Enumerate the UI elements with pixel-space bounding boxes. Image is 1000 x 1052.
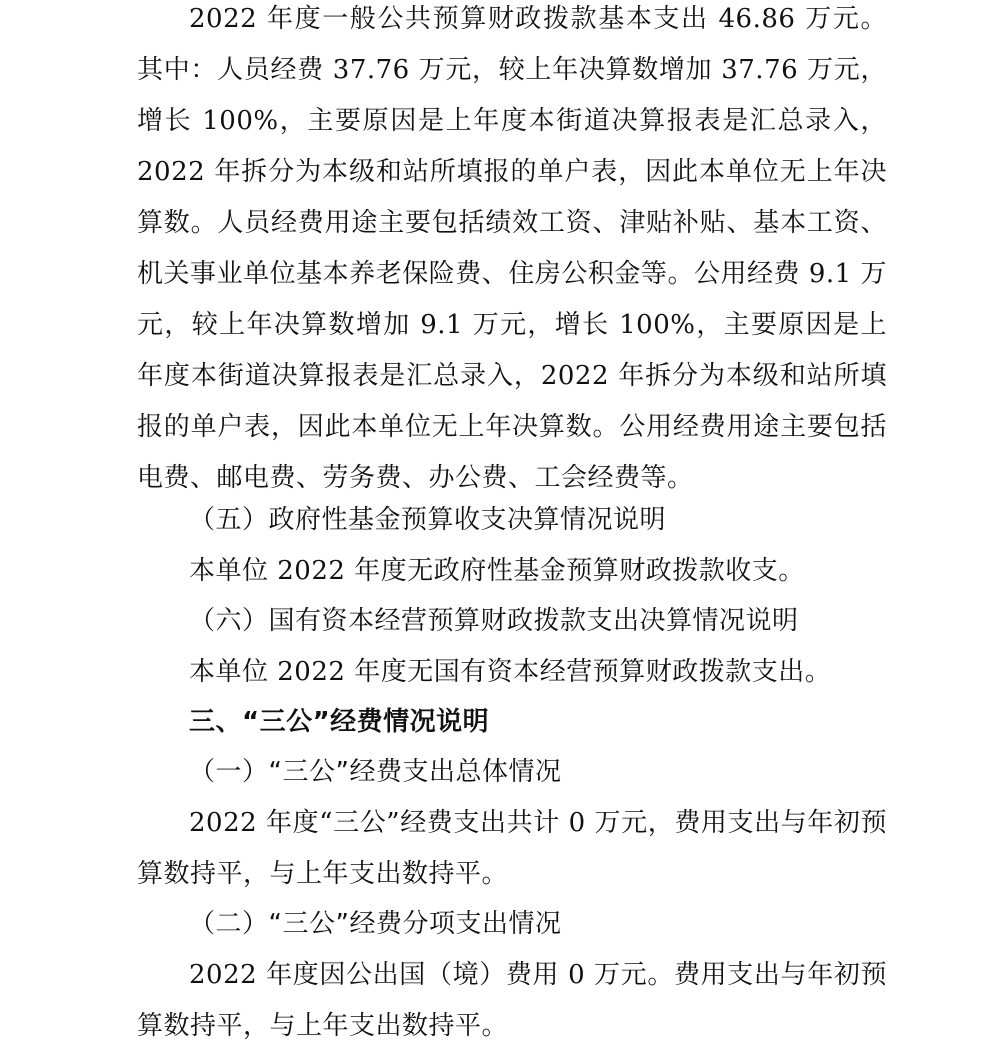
part-3-heading: 三、“三公”经费情况说明 xyxy=(189,707,490,737)
section-5-heading: （五）政府性基金预算收支决算情况说明 xyxy=(189,505,667,535)
section-6-heading: （六）国有资本经营预算财政拨款支出决算情况说明 xyxy=(189,606,799,636)
part-3-2-heading: （二）“三公”经费分项支出情况 xyxy=(189,909,562,939)
section-6-paragraph: 本单位 2022 年度无国有资本经营预算财政拨款支出。 xyxy=(189,657,832,687)
section-5-paragraph: 本单位 2022 年度无政府性基金预算财政拨款收支。 xyxy=(189,556,805,586)
basic-expenditure-paragraph: 2022 年度一般公共预算财政拨款基本支出 46.86 万元。其中：人员经费 37.76 万元，较上年决算数增加 37.76 万元，增长 100%，主要原因是上年度本街道决算报表是汇总录入，2022 年拆分为本级和站所填报的单户表，因此本单位无上年决算数。人员经费用途主要包括绩效工资、津贴补贴、基本工资、机关事业单位基本养老保险费、住房公积金等。公用经费 9.1 万元，较上年决算数增加 9.1 万元，增长 100%，主要原因是上年度本街道决算报表是汇总录入，2022 年拆分为本级和站所填报的单户表，因此本单位无上年决算数。公用经费用途主要包括电费、邮电费、劳务费、办公费、工会经费等。 xyxy=(137,4,887,493)
part-3-1-paragraph: 2022 年度“三公”经费支出共计 0 万元，费用支出与年初预算数持平，与上年支出数持平。 xyxy=(137,808,887,889)
part-3-2-paragraph: 2022 年度因公出国（境）费用 0 万元。费用支出与年初预算数持平，与上年支出数持平。 xyxy=(137,960,887,1041)
part-3-1-heading: （一）“三公”经费支出总体情况 xyxy=(189,757,562,787)
